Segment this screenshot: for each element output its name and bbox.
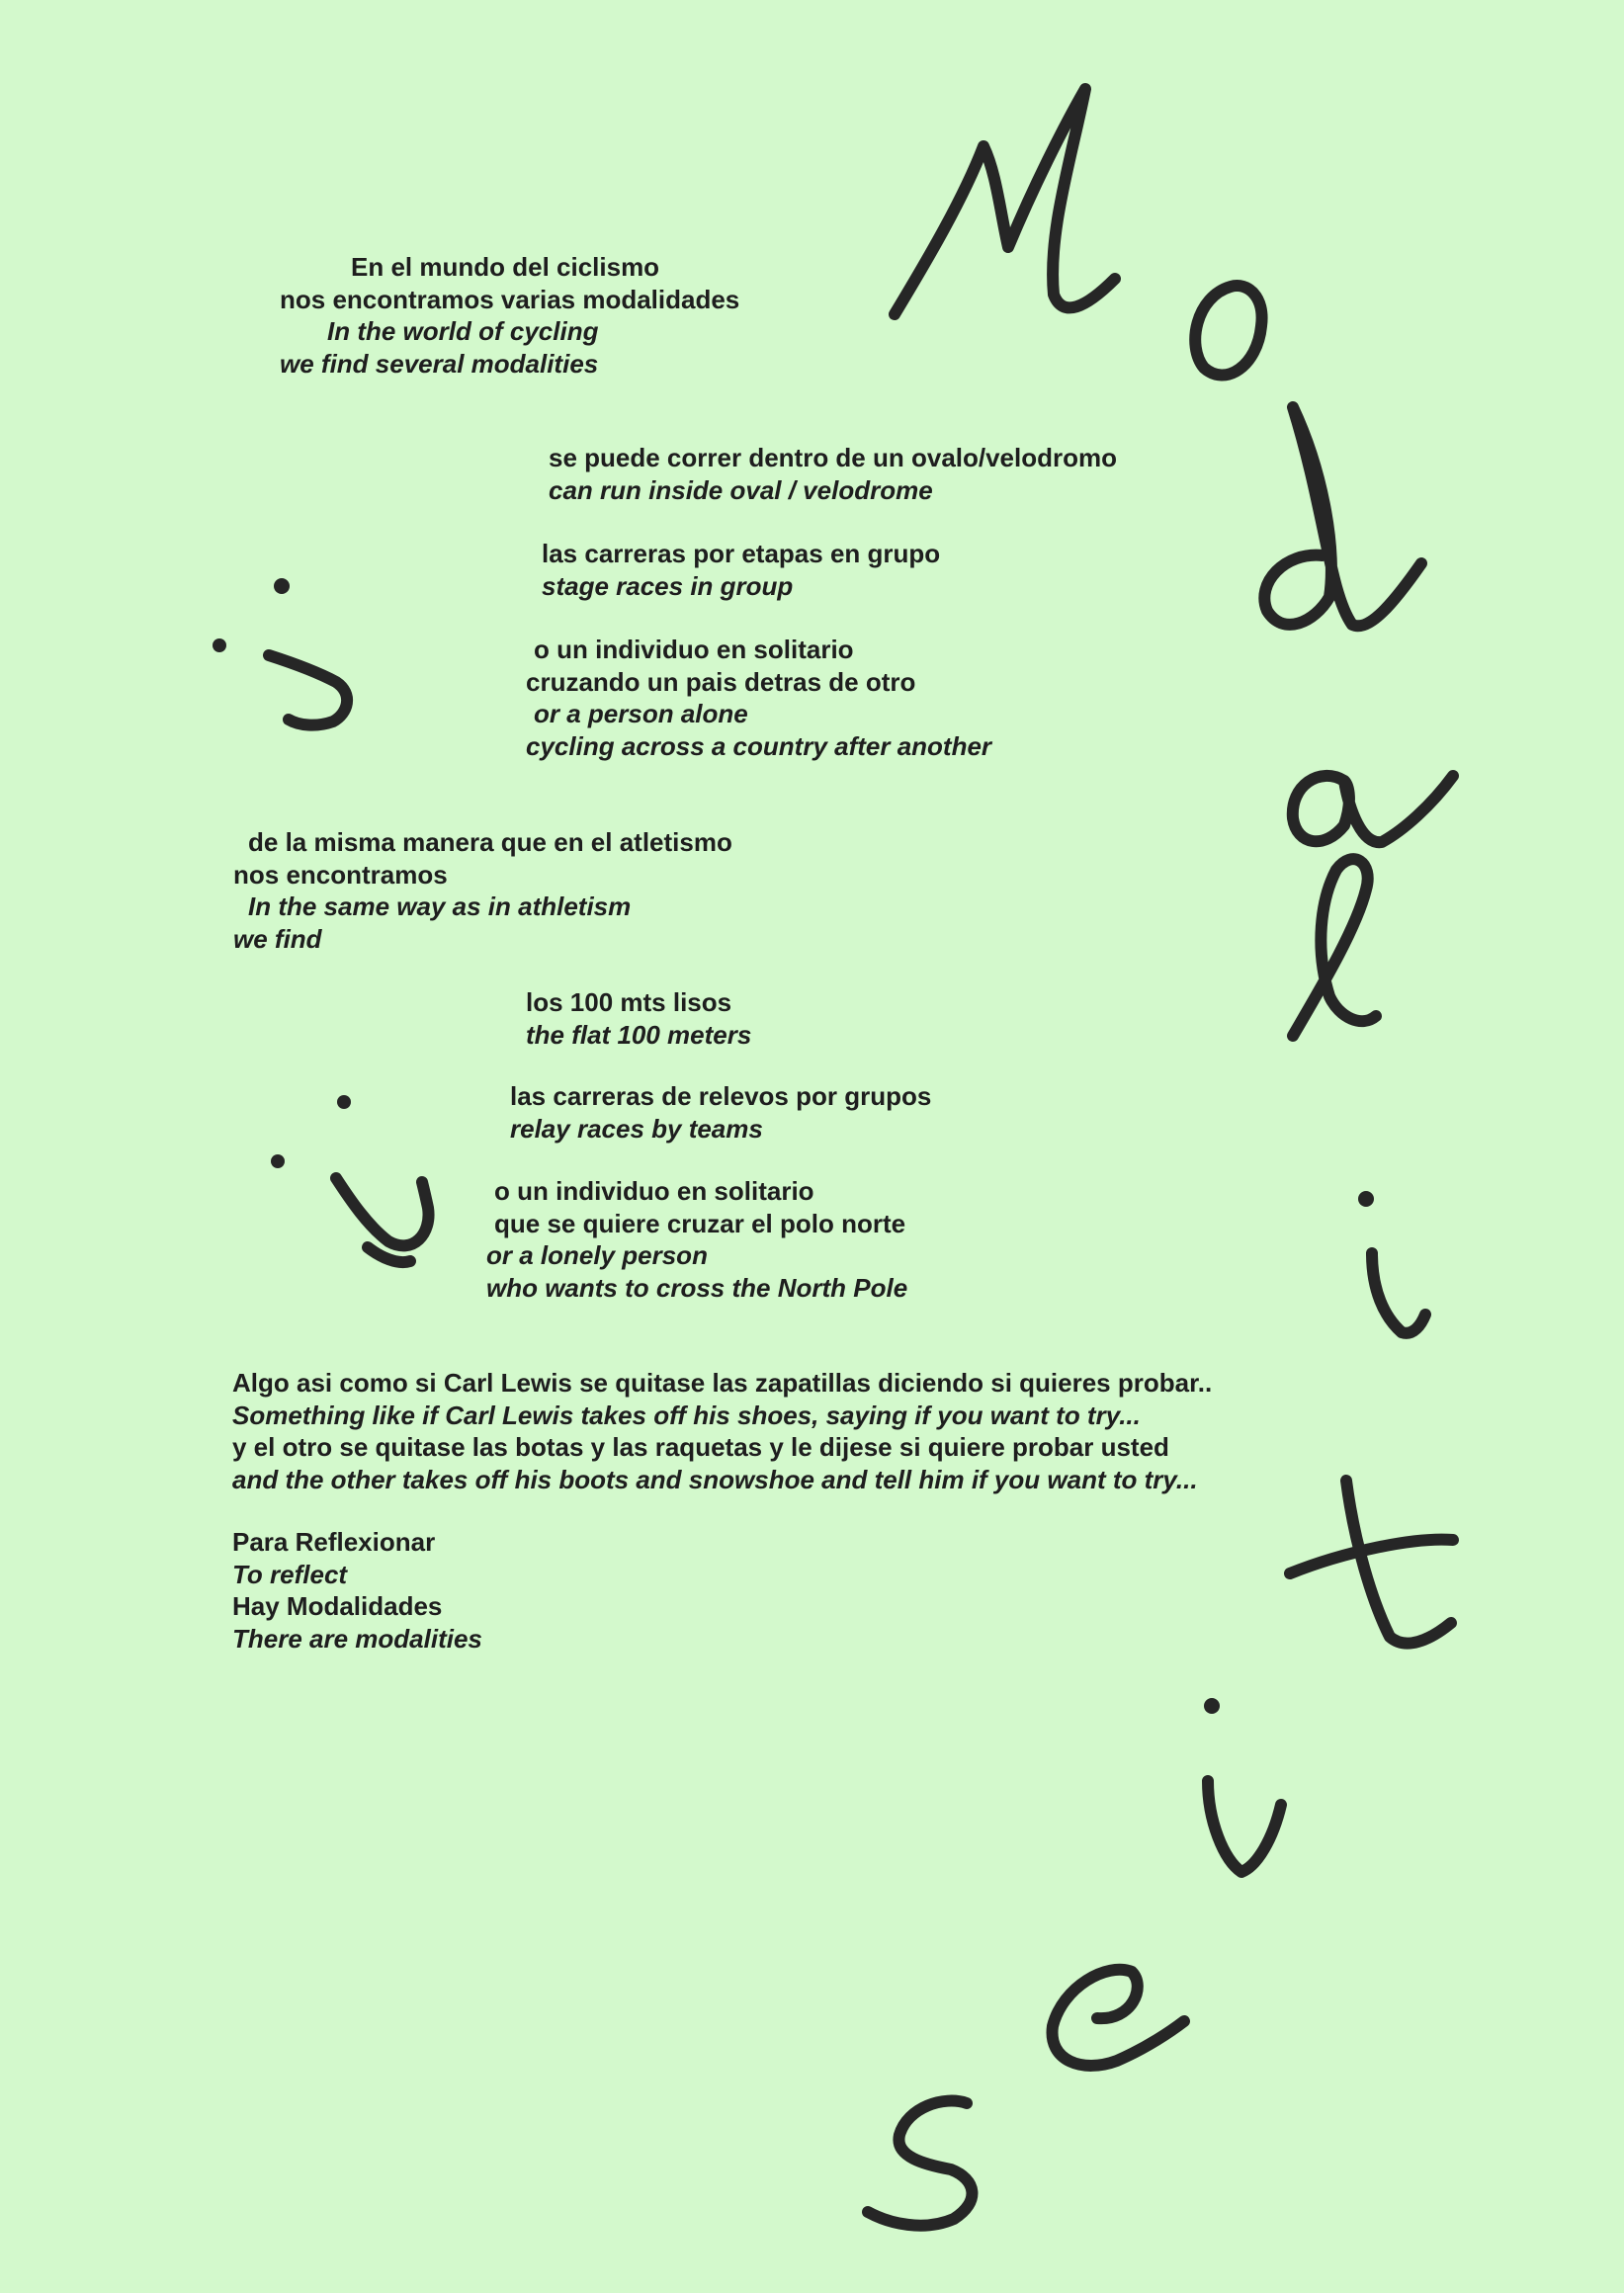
cycling-item-es-line-1: o un individuo en solitario — [534, 635, 854, 664]
athletics-intro-es-line-2: nos encontramos — [233, 859, 448, 890]
athletics-item-en-line-2: who wants to cross the North Pole — [486, 1272, 908, 1303]
handwritten-letter-i-dot — [1358, 1191, 1374, 1207]
handwritten-letter-o — [1195, 286, 1261, 375]
athletics-item-es-line-2: que se quiere cruzar el polo norte — [494, 1208, 906, 1238]
handwritten-letter-e — [1053, 1970, 1184, 2066]
inverted-question-mark-2 — [271, 1095, 429, 1262]
inverted-question-mark-dot-small — [271, 1154, 285, 1168]
athletics-item-es: los 100 mts lisos — [526, 987, 732, 1017]
handwritten-letter-t-stem — [1346, 1481, 1451, 1644]
handwritten-letter-l — [1293, 859, 1376, 1036]
athletics-item-en: the flat 100 meters — [526, 1019, 752, 1050]
inverted-question-mark-stroke — [269, 655, 347, 725]
cycling-item-es-line-2: cruzando un pais detras de otro — [526, 666, 916, 697]
athletics-item-es-line-1: o un individuo en solitario — [494, 1176, 814, 1206]
handwritten-letter-t-cross — [1290, 1540, 1453, 1573]
cycling-item-en-line-2: cycling across a country after another — [526, 730, 992, 761]
intro-es-line-1: En el mundo del ciclismo — [351, 252, 660, 282]
cycling-item-en-line-1: or a person alone — [534, 699, 748, 728]
handwritten-letter-i2-stem — [1208, 1781, 1281, 1872]
athletics-item-en-line-1: or a lonely person — [486, 1240, 708, 1270]
inverted-question-mark-dot — [337, 1095, 351, 1109]
conclusion-en-line-1: Something like if Carl Lewis takes off his shoes, saying if you want to try... — [232, 1400, 1141, 1430]
handwritten-letter-d — [1264, 407, 1421, 626]
cycling-item-en: can run inside oval / velodrome — [549, 474, 933, 505]
inverted-question-mark-1 — [213, 578, 347, 725]
intro-es-line-2: nos encontramos varias modalidades — [280, 284, 740, 314]
handwritten-letter-i-stem — [1372, 1253, 1425, 1333]
cycling-item-en: stage races in group — [542, 570, 794, 601]
conclusion-es-line-2: y el otro se quitase las botas y las raquetas y le dijese si quiere probar usted — [232, 1432, 1169, 1462]
closing-es-line-1: Para Reflexionar — [232, 1527, 436, 1557]
athletics-intro-es-line-1: de la misma manera que en el atletismo — [248, 827, 732, 857]
closing-es-line-2: Hay Modalidades — [232, 1591, 443, 1621]
athletics-item-es: las carreras de relevos por grupos — [510, 1081, 932, 1111]
conclusion-es-line-1: Algo asi como si Carl Lewis se quitase las zapatillas diciendo si quieres probar.. — [232, 1368, 1213, 1398]
inverted-question-mark-dot-small — [213, 638, 226, 652]
cycling-item-es: se puede correr dentro de un ovalo/velodromo — [549, 443, 1118, 472]
intro-en-line-2: we find several modalities — [280, 348, 599, 379]
intro-en-line-1: In the world of cycling — [327, 316, 599, 346]
handwritten-letter-a — [1293, 776, 1453, 842]
athletics-intro-en-line-1: In the same way as in athletism — [248, 892, 632, 921]
handwritten-letter-s — [868, 2101, 972, 2226]
closing-en-line-1: To reflect — [232, 1559, 348, 1589]
handwritten-title-modalities — [868, 89, 1453, 2226]
handwritten-letter-m — [895, 89, 1115, 314]
inverted-question-mark-dot — [274, 578, 290, 594]
inverted-question-mark-stroke — [336, 1178, 429, 1245]
athletics-intro-en-line-2: we find — [233, 923, 322, 954]
athletics-item-en: relay races by teams — [510, 1113, 763, 1144]
handwritten-letter-i2-dot — [1204, 1698, 1220, 1714]
closing-en-line-2: There are modalities — [232, 1623, 482, 1654]
cycling-item-es: las carreras por etapas en grupo — [542, 539, 941, 568]
conclusion-en-line-2: and the other takes off his boots and snowshoe and tell him if you want to try... — [232, 1464, 1198, 1494]
